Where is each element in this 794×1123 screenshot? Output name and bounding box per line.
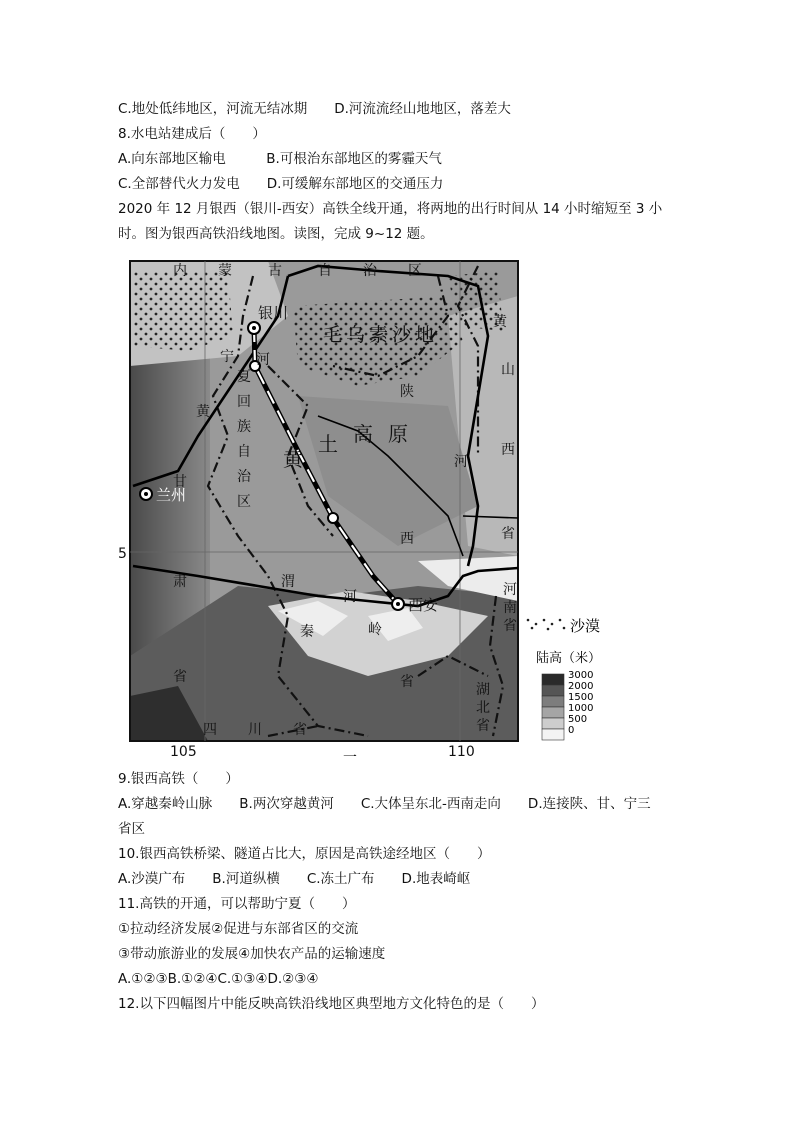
bottom-mark: 一 — [343, 750, 357, 766]
q10-options: A.沙漠广布 B.河道纵横 C.冻土广布 D.地表崎岖 — [118, 871, 471, 887]
legend-desert-label: 沙漠 — [570, 617, 601, 635]
label-mu-us-sandy-land: 毛乌素沙地 — [323, 324, 439, 346]
label-sc-3: 省 — [293, 722, 307, 738]
q9-options-wrap: 省区 — [118, 821, 145, 837]
q8-stem: 8.水电站建成后（ ） — [118, 126, 266, 142]
label-hb-2: 北 — [476, 700, 490, 716]
q8-options-ab: A.向东部地区输电 B.可根治东部地区的雾霾天气 — [118, 151, 442, 167]
elevation-level-label: 1000 — [568, 703, 594, 714]
q11-options: A.①②③B.①②④C.①③④D.②③④ — [118, 971, 319, 987]
elevation-level-label: 0 — [568, 725, 575, 736]
elevation-swatch — [542, 685, 564, 696]
label-yr-1: 黄 — [196, 404, 210, 420]
elevation-level-label: 1500 — [568, 692, 594, 703]
label-nx-1: 宁 — [220, 349, 234, 365]
q11-statements-1: ①拉动经济发展②促进与东部省区的交流 — [118, 921, 359, 937]
label-gs-1: 甘 — [173, 474, 187, 490]
q11-statements-2: ③带动旅游业的发展④加快农产品的运输速度 — [118, 946, 386, 962]
legend-elevation-title: 陆高（米） — [536, 651, 602, 666]
label-sc-1: 四 — [203, 722, 217, 738]
q9-options: A.穿越秦岭山脉 B.两次穿越黄河 C.大体呈东北-西南走向 D.连接陕、甘、宁三 — [118, 796, 651, 812]
label-nm-5: 治 — [363, 263, 377, 279]
elevation-level-label: 3000 — [568, 670, 594, 681]
label-ql-1: 秦 — [300, 624, 314, 640]
label-hb-1: 湖 — [476, 682, 490, 698]
label-hn-2: 南 — [503, 600, 517, 616]
label-yinchuan: 银川 — [258, 304, 289, 322]
label-wei-1: 渭 — [281, 574, 295, 590]
elevation-swatches — [542, 674, 564, 740]
lat-tick: 5 — [118, 546, 127, 562]
label-nx-4: 族 — [237, 419, 251, 435]
q11-stem: 11.高铁的开通，可以帮助宁夏（ ） — [118, 896, 356, 912]
label-wei-2: 河 — [343, 589, 357, 605]
label-sc-2: 川 — [248, 722, 262, 738]
label-hb-3: 省 — [476, 718, 490, 734]
label-lanzhou: 兰州 — [156, 486, 187, 504]
q10-stem: 10.银西高铁桥梁、隧道占比大，原因是高铁途经地区（ ） — [118, 846, 491, 862]
label-shanxi-3: 省 — [501, 526, 515, 542]
label-shanxi-1: 山 — [501, 362, 515, 378]
label-gs-3: 省 — [173, 669, 187, 685]
yinxi-railway-map — [118, 256, 678, 766]
label-shanxi-2: 西 — [501, 442, 515, 458]
label-yr-3: 黄 — [493, 314, 507, 330]
label-nm-1: 内 — [173, 263, 187, 279]
elevation-swatch — [542, 696, 564, 707]
elevation-swatch — [542, 707, 564, 718]
qingyang-marker — [328, 513, 338, 523]
label-yr-2: 河 — [256, 352, 270, 368]
elevation-level-label: 2000 — [568, 681, 594, 692]
lon-tick-105: 105 — [170, 744, 197, 760]
label-hn-3: 省 — [503, 618, 517, 634]
elevation-swatch — [542, 674, 564, 685]
label-sx-1: 陕 — [400, 384, 414, 400]
map-legend — [527, 617, 601, 740]
label-sx-2: 西 — [400, 531, 414, 547]
label-nm-3: 古 — [268, 263, 282, 279]
q8-options-cd: C.全部替代火力发电 D.可缓解东部地区的交通压力 — [118, 176, 444, 192]
label-nx-7: 区 — [237, 494, 251, 510]
label-ql-2: 岭 — [368, 622, 382, 638]
q7-options-cd: C.地处低纬地区，河流无结冰期 D.河流流经山地地区，落差大 — [118, 101, 511, 117]
elevation-swatch — [542, 729, 564, 740]
label-xian: 西安 — [408, 596, 439, 614]
elevation-labels — [568, 670, 593, 736]
label-loess-2: 土 — [318, 432, 338, 456]
label-nm-2: 蒙 — [218, 263, 232, 279]
label-sx-3: 省 — [400, 674, 414, 690]
elevation-level-label: 500 — [568, 714, 588, 725]
label-nx-6: 治 — [237, 469, 251, 485]
label-loess-1: 黄 — [283, 447, 303, 471]
label-yr-4: 河 — [454, 454, 468, 470]
intro-line-2: 时。图为银西高铁沿线地图。读图，完成 9~12 题。 — [118, 226, 434, 242]
label-nm-4: 自 — [318, 263, 332, 279]
label-nx-2: 夏 — [237, 369, 251, 385]
elevation-swatch — [542, 718, 564, 729]
intro-line-1: 2020 年 12 月银西（银川-西安）高铁全线开通，将两地的出行时间从 14 小时缩短至 3 小 — [118, 201, 663, 217]
desert-legend-symbol — [527, 619, 566, 631]
label-nx-5: 自 — [237, 444, 251, 460]
q9-stem: 9.银西高铁（ ） — [118, 771, 239, 787]
label-hn-1: 河 — [503, 582, 517, 598]
label-loess-3: 高 — [353, 422, 373, 446]
label-gs-2: 肃 — [173, 574, 187, 590]
label-nm-6: 区 — [408, 263, 422, 279]
lon-tick-110: 110 — [448, 744, 475, 760]
label-nx-3: 回 — [237, 394, 251, 410]
q12-stem: 12.以下四幅图片中能反映高铁沿线地区典型地方文化特色的是（ ） — [118, 996, 545, 1012]
label-loess-4: 原 — [388, 422, 408, 446]
